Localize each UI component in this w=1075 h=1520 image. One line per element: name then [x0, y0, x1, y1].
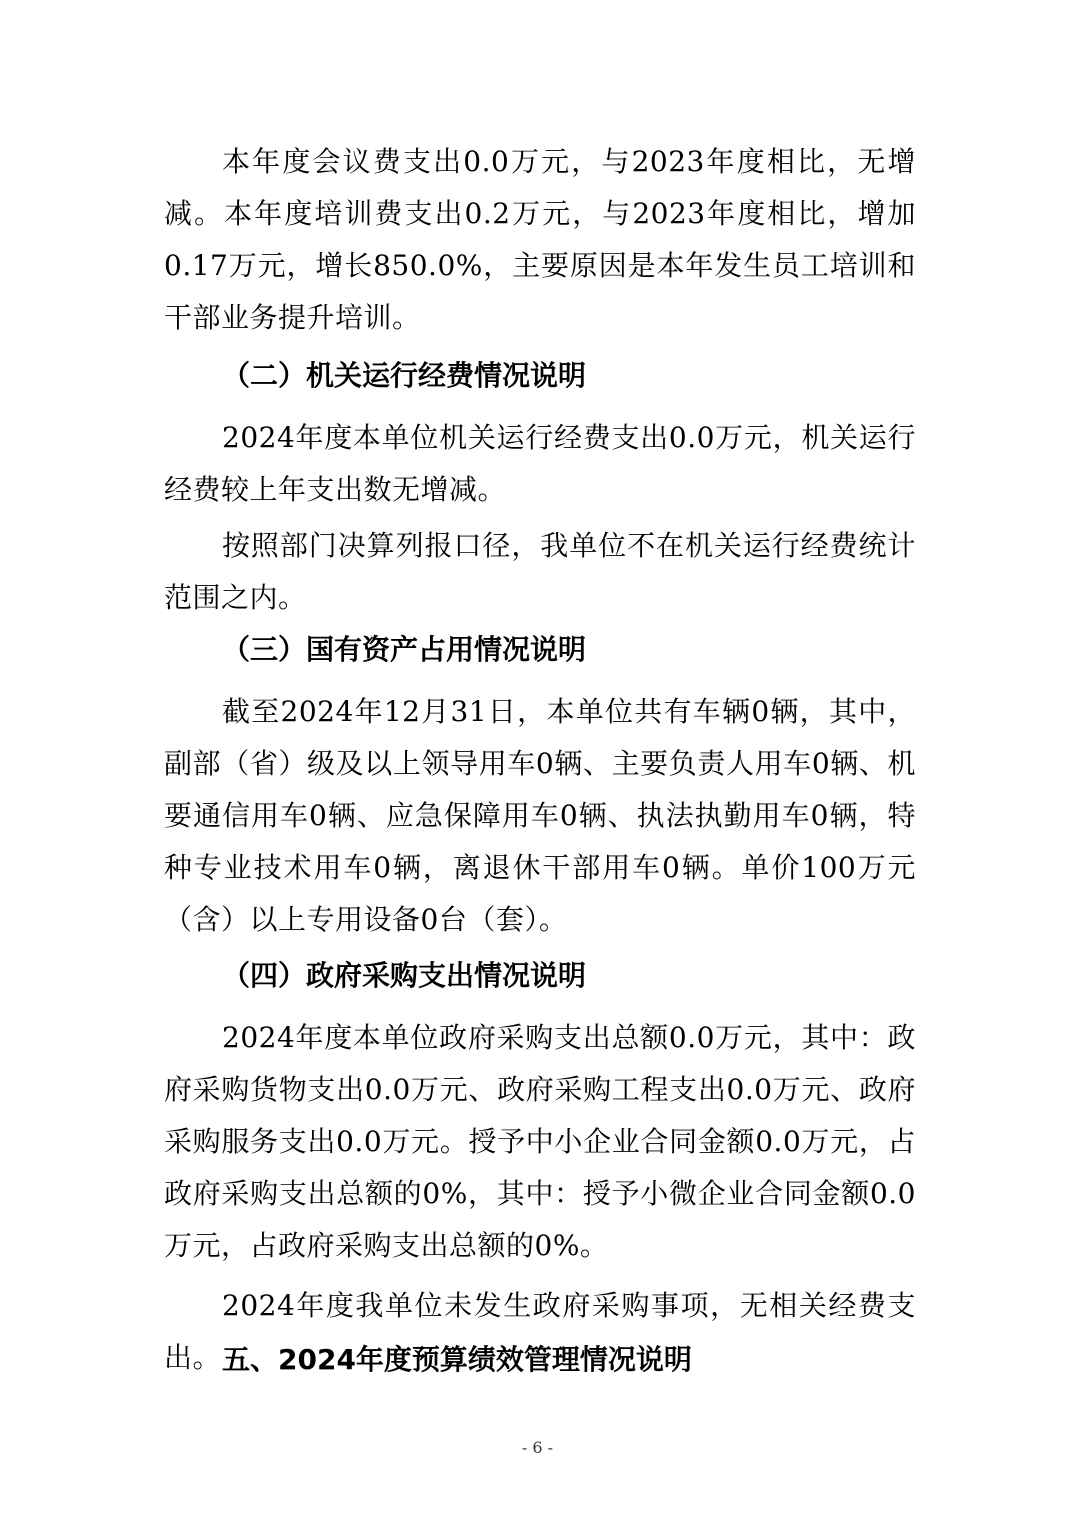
heading-budget-performance: 五、2024年度预算绩效管理情况说明 [222, 1343, 692, 1376]
heading-org-operation-expense: （二）机关运行经费情况说明 [222, 359, 587, 392]
paragraph-org-operation-expense: 2024年度本单位机关运行经费支出0.0万元，机关运行经费较上年支出数无增减。 [164, 421, 916, 506]
heading-state-assets: （三）国有资产占用情况说明 [222, 633, 587, 666]
paragraph-state-assets: 截至2024年12月31日，本单位共有车辆0辆，其中，副部（省）级及以上领导用车0辆、主要负责人用车0辆、机要通信用车0辆、应急保障用车0辆、执法执勤用车0辆，特种专业技术用车0辆，离退休干部用车0辆。单价100万元（含）以上专用设备0台（套）。 [164, 695, 916, 936]
heading-government-procurement: （四）政府采购支出情况说明 [222, 959, 587, 992]
paragraph-procurement-none: 2024年度我单位未发生政府采购事项，无相关经费支出。 [164, 1289, 916, 1374]
paragraph-procurement-details: 2024年度本单位政府采购支出总额0.0万元，其中：政府采购货物支出0.0万元、政府采购工程支出0.0万元、政府采购服务支出0.0万元。授予中小企业合同金额0.0万元，占政府采购支出总额的0%，其中：授予小微企业合同金额0.0万元，占政府采购支出总额的0%。 [164, 1021, 916, 1262]
paragraph-meeting-training-expense: 本年度会议费支出0.0万元，与2023年度相比，无增减。本年度培训费支出0.2万元，与2023年度相比，增加0.17万元，增长850.0%，主要原因是本年发生员工培训和干部业务提升培训。 [164, 145, 916, 334]
page-number: - 6 - [521, 1438, 554, 1457]
paragraph-org-operation-scope: 按照部门决算列报口径，我单位不在机关运行经费统计范围之内。 [164, 529, 916, 614]
